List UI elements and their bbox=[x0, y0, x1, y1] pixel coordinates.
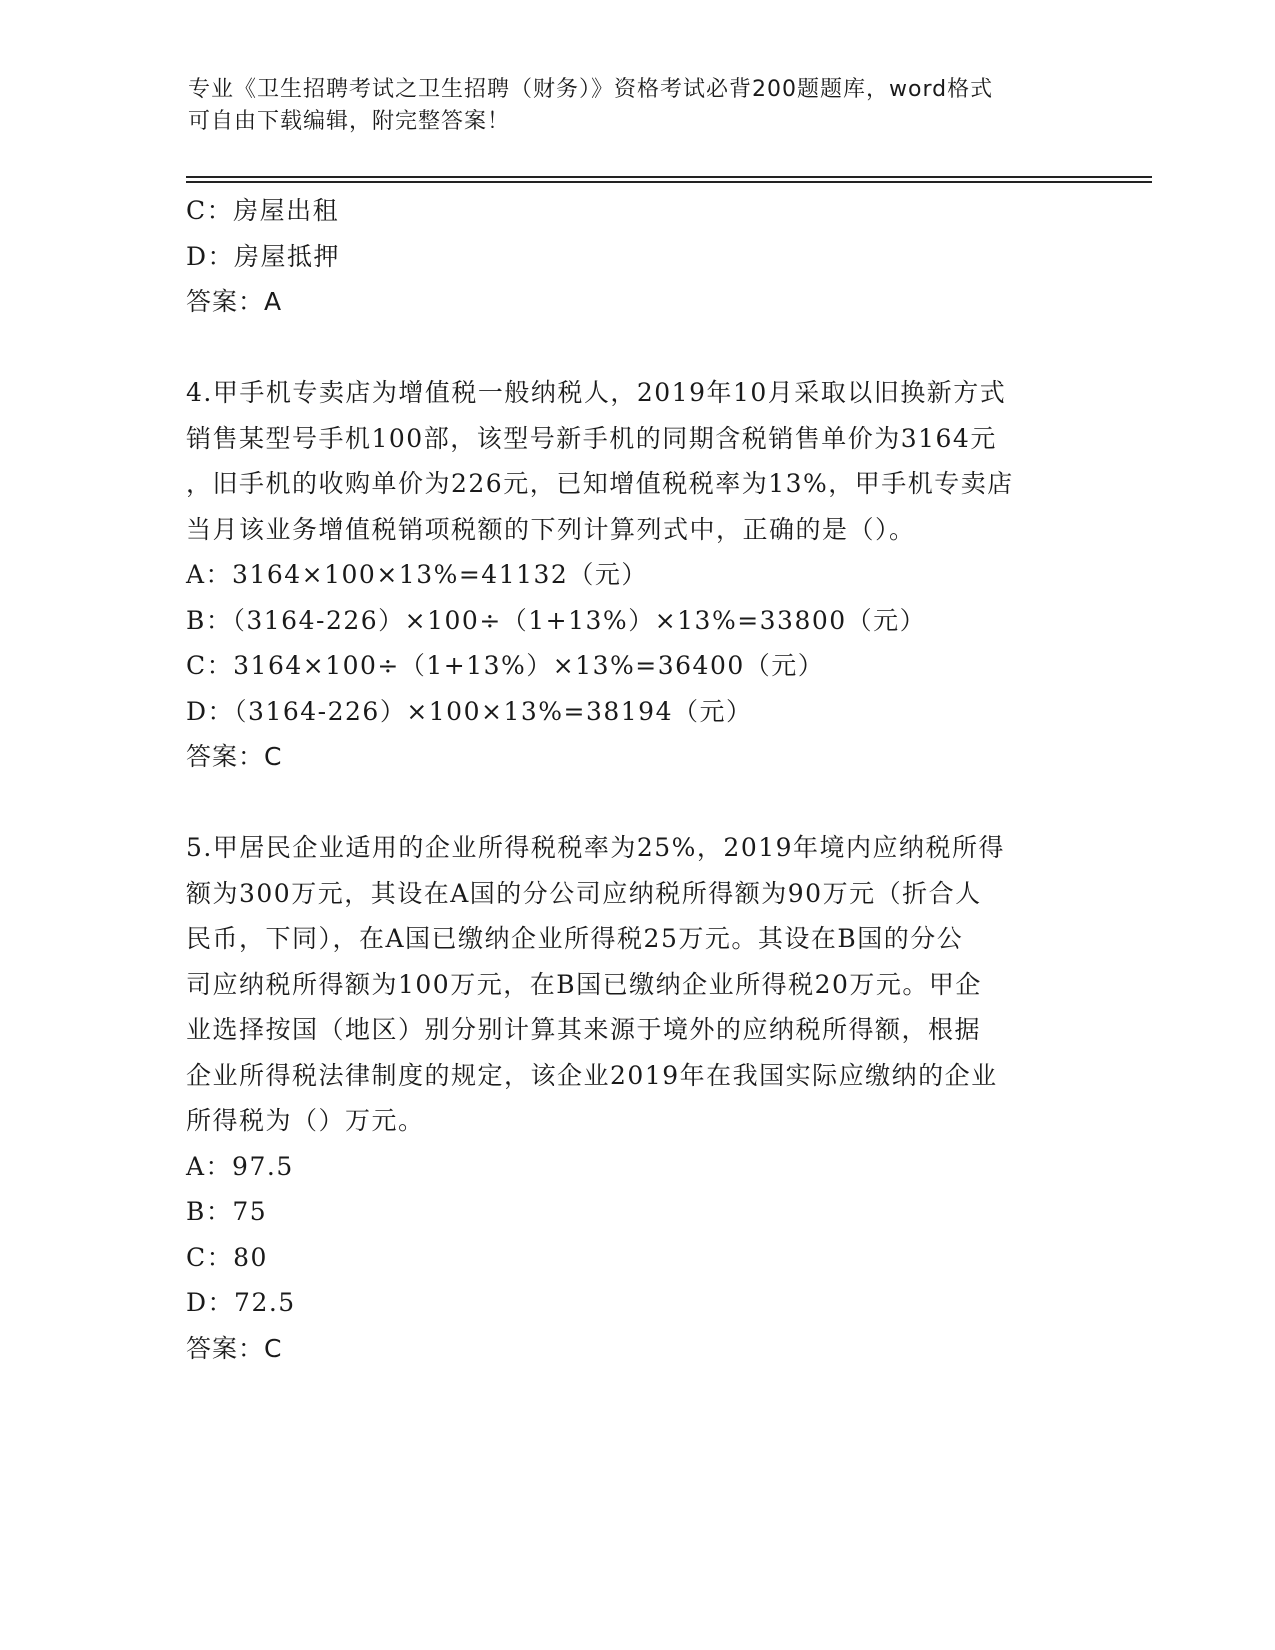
option-a: A：3164×100×13%=41132（元） bbox=[186, 560, 648, 589]
option-b: B：75 bbox=[186, 1197, 268, 1226]
option-c: C：3164×100÷（1+13%）×13%=36400（元） bbox=[186, 651, 825, 680]
question-5 bbox=[186, 825, 1086, 1371]
question-text-line: 额为300万元，其设在A国的分公司应纳税所得额为90万元（折合人 bbox=[186, 878, 982, 908]
header-line-1: 专业《卫生招聘考试之卫生招聘（财务）》资格考试必背200题题库，word格式 bbox=[188, 77, 994, 102]
question-text-line: 民币，下同），在A国已缴纳企业所得税25万元。其设在B国的分公 bbox=[186, 924, 964, 953]
document-header bbox=[188, 74, 1088, 138]
spacer bbox=[186, 780, 1086, 826]
header-divider-top bbox=[186, 176, 1152, 178]
question-text-line: 司应纳税所得额为100万元，在B国已缴纳企业所得税20万元。甲企 bbox=[186, 969, 982, 999]
option-a: A：97.5 bbox=[186, 1151, 294, 1181]
answer-label: 答案：C bbox=[186, 1333, 283, 1363]
option-d: D：72.5 bbox=[186, 1288, 296, 1317]
question-3-tail bbox=[186, 188, 1086, 325]
question-text-line: ，旧手机的收购单价为226元，已知增值税税率为13%，甲手机专卖店 bbox=[186, 469, 1014, 498]
question-text-line: 4.甲手机专卖店为增值税一般纳税人，2019年10月采取以旧换新方式 bbox=[186, 378, 1007, 407]
question-content bbox=[186, 188, 1086, 1371]
question-text-line: 5.甲居民企业适用的企业所得税税率为25%，2019年境内应纳税所得 bbox=[186, 833, 1006, 862]
option-c: C：房屋出租 bbox=[186, 196, 340, 225]
question-text-line: 销售某型号手机100部，该型号新手机的同期含税销售单价为3164元 bbox=[186, 423, 997, 453]
answer-label: 答案：A bbox=[186, 287, 283, 316]
question-text-line: 所得税为（）万元。 bbox=[186, 1106, 425, 1135]
header-line-2: 可自由下载编辑，附完整答案！ bbox=[188, 109, 511, 134]
option-d: D：房屋抵押 bbox=[186, 241, 341, 271]
answer-label: 答案：C bbox=[186, 742, 283, 771]
question-4 bbox=[186, 370, 1086, 780]
question-text-line: 业选择按国（地区）别分别计算其来源于境外的应纳税所得额，根据 bbox=[186, 1015, 982, 1044]
question-text-line: 企业所得税法律制度的规定，该企业2019年在我国实际应缴纳的企业 bbox=[186, 1060, 998, 1090]
option-d: D：（3164-226）×100×13%=38194（元） bbox=[186, 696, 753, 726]
option-b: B：（3164-226）×100÷（1+13%）×13%=33800（元） bbox=[186, 605, 927, 635]
question-text-line: 当月该业务增值税销项税额的下列计算列式中，正确的是（）。 bbox=[186, 514, 916, 544]
spacer bbox=[186, 325, 1086, 371]
header-divider-bottom bbox=[186, 181, 1152, 183]
option-c: C：80 bbox=[186, 1242, 268, 1272]
